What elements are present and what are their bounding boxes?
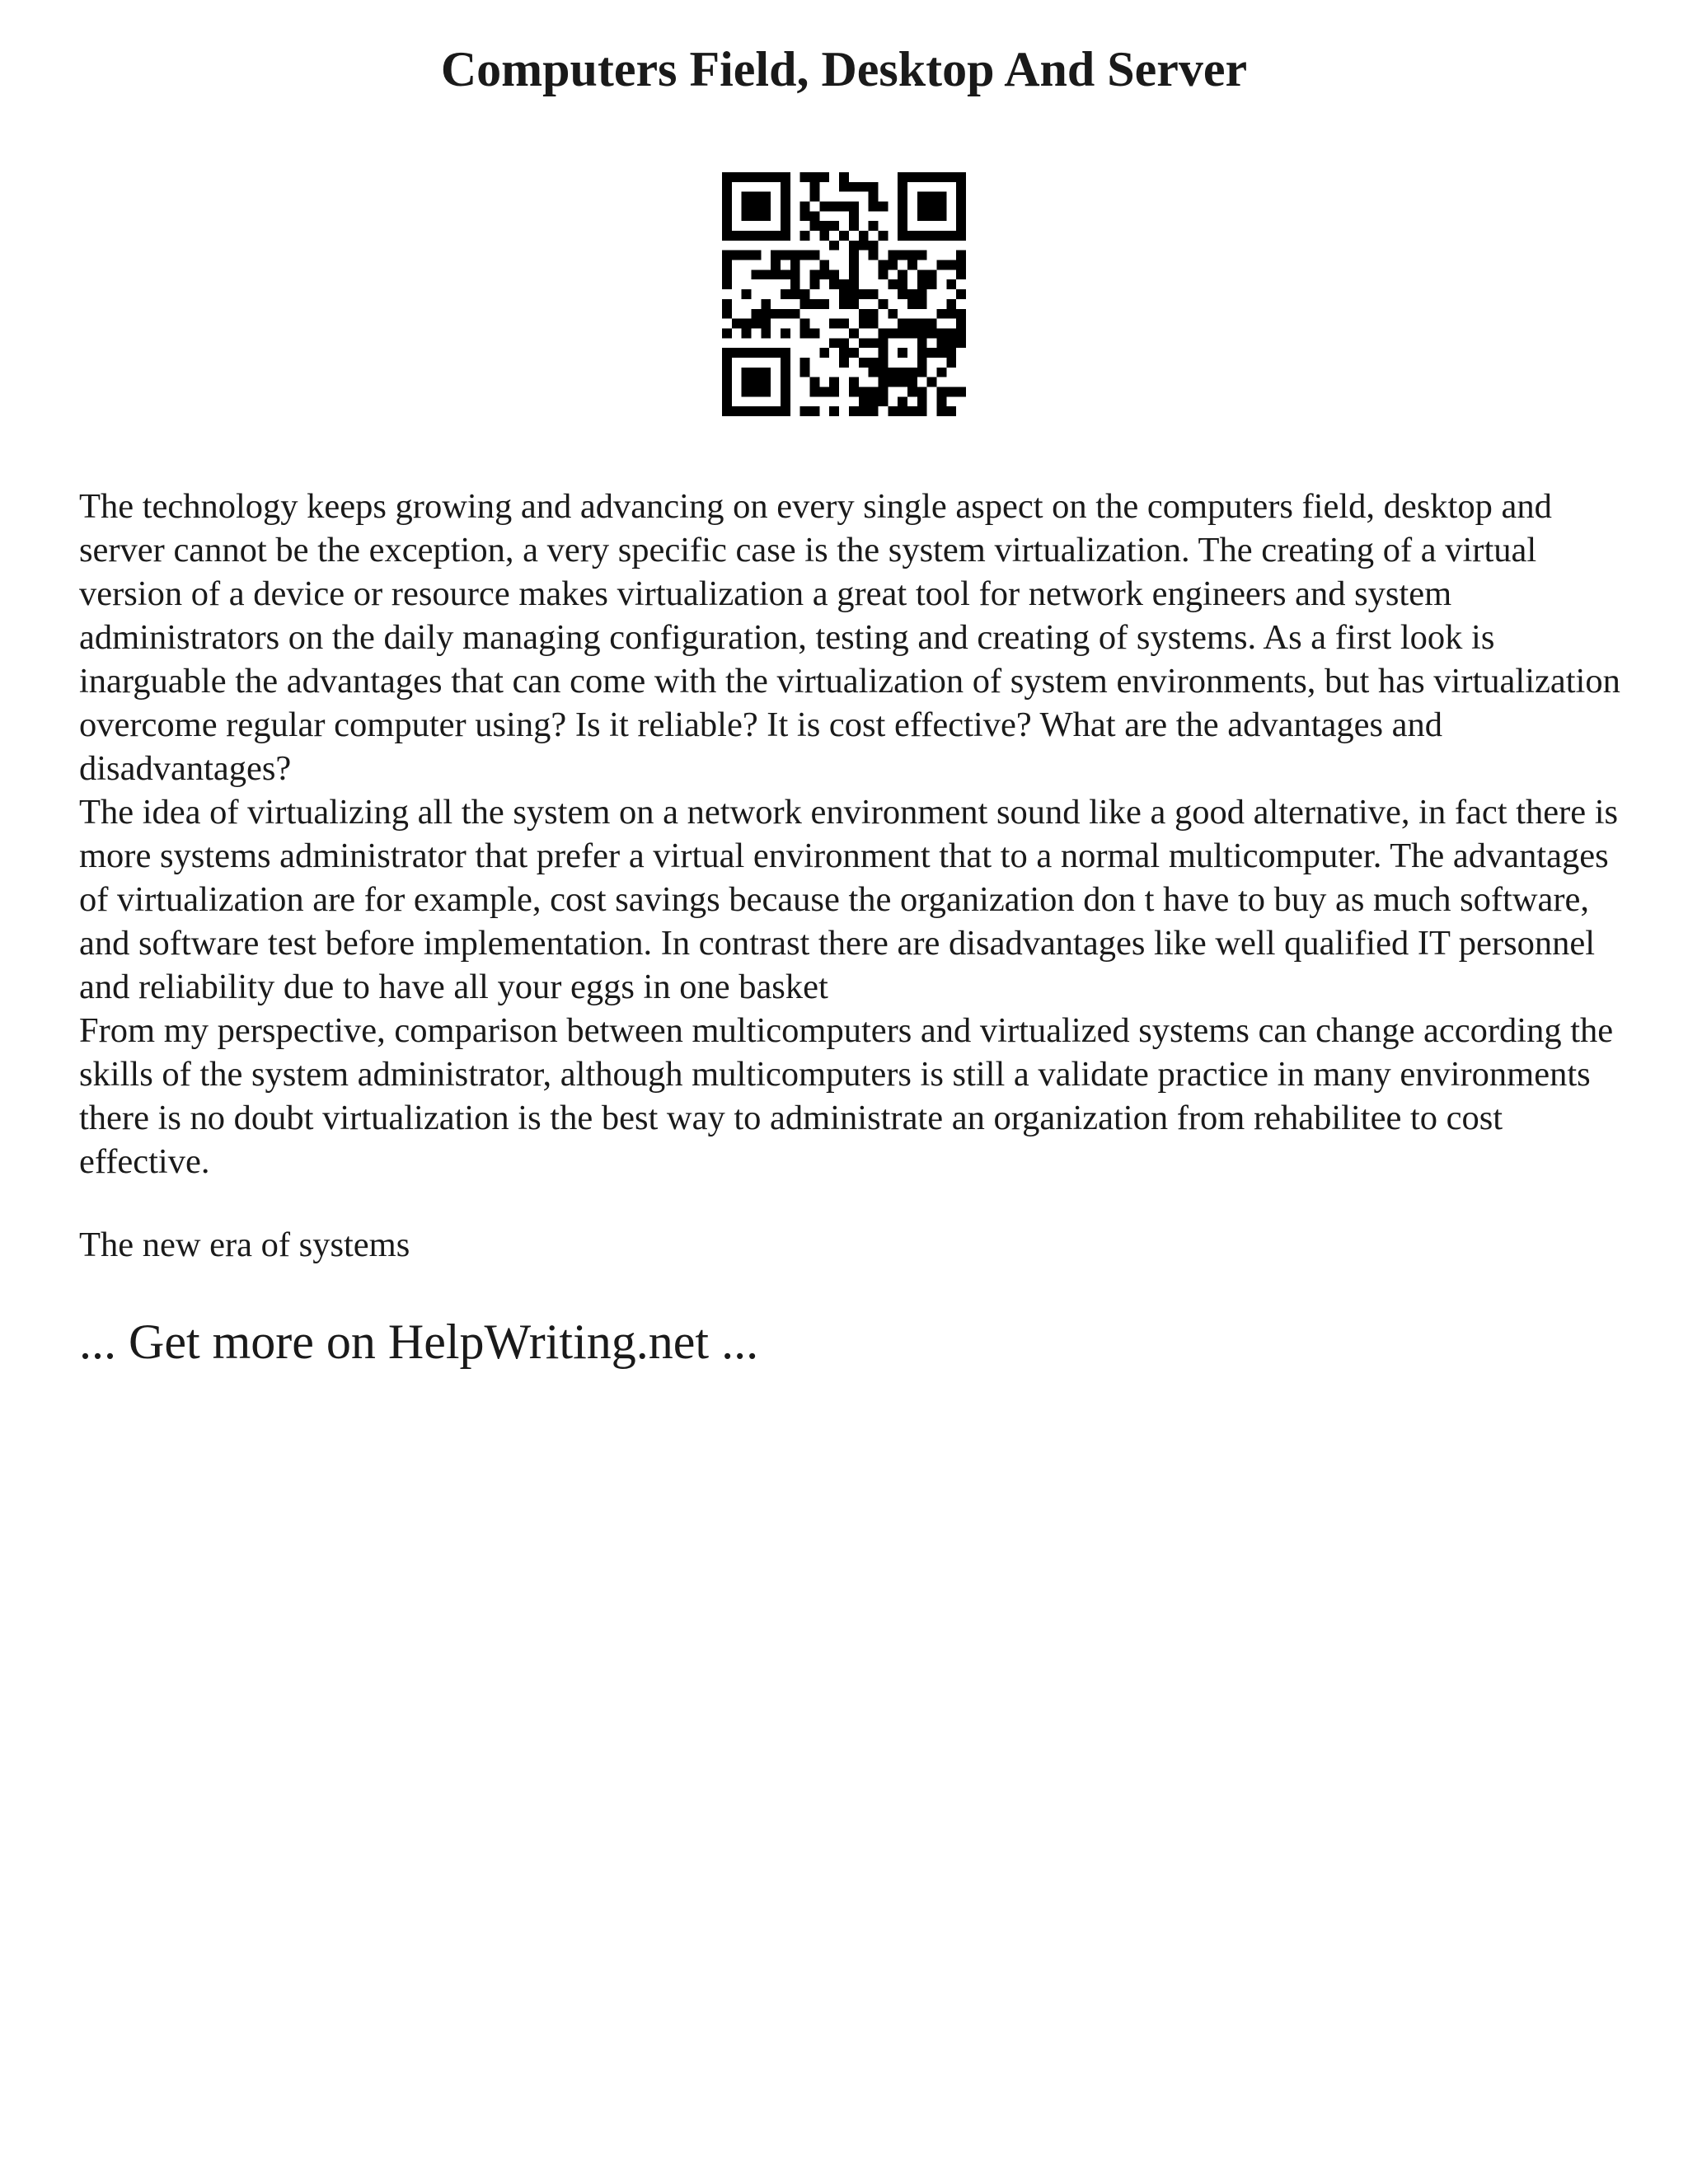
paragraph-2: The idea of virtualizing all the system on a network environment sound like a good alternative, in fact there is more systems administrator that prefer a virtual environment that to a normal multicomputer. The advantages of virtualization are for example, cost savings because the organization don t have to buy as much software, and software test before implementation. In contrast there are disadvantages like well qualified IT personnel and reliability due to have all your eggs in one basket bbox=[79, 793, 1619, 1006]
article-body bbox=[79, 485, 1629, 1183]
qr-code-icon bbox=[722, 172, 966, 416]
get-more-link[interactable]: ... Get more on HelpWriting.net ... bbox=[79, 1315, 759, 1369]
paragraph-1: The technology keeps growing and advancing on every single aspect on the computers field, desktop and server cannot be the exception, a very specific case is the system virtualization. The creating of a virtual version of a device or resource makes virtualization a great tool for network engineers and system administrators on the daily managing configuration, testing and creating of systems. As a first look is inarguable the advantages that can come with the virtualization of system environments, but has virtualization overcome regular computer using? Is it reliable? It is cost effective? What are the advantages and disadvantages? bbox=[79, 487, 1620, 788]
paragraph-3: From my perspective, comparison between multicomputers and virtualized systems can change according the skills of the system administrator, although multicomputers is still a validate practice in many environments there is no doubt virtualization is the best way to administrate an organization from rehabilitee to cost effective. bbox=[79, 1011, 1614, 1181]
page-title: Computers Field, Desktop And Server bbox=[440, 42, 1248, 96]
section-subheading: The new era of systems bbox=[79, 1226, 410, 1264]
